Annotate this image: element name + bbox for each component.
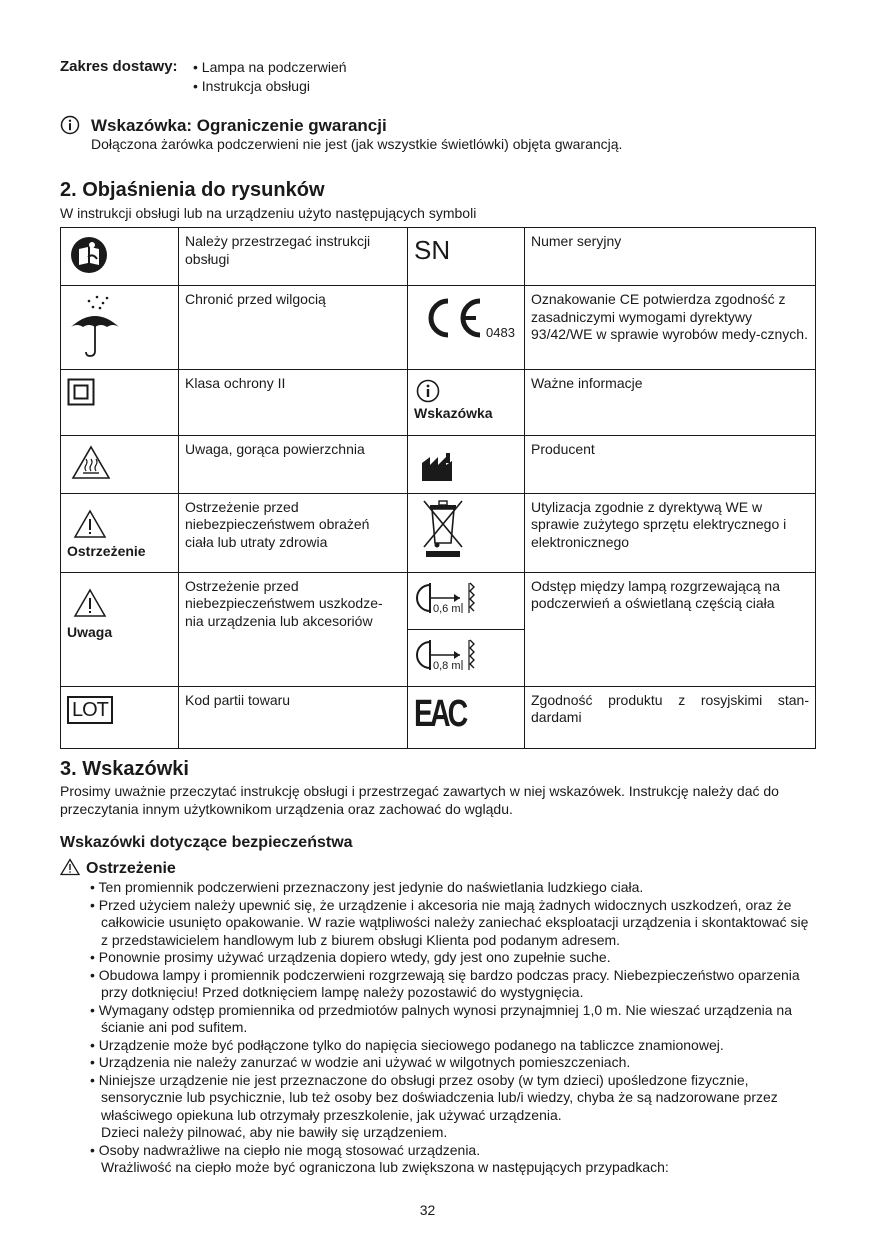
table-row	[61, 369, 816, 435]
page-number: 32	[419, 1202, 436, 1218]
list-item: • Niniejsze urządzenie nie jest przeznaczone do obsługi przez osoby (w tym dzieci) upośledzone fizycznie, sensorycznie lub psychicznie, lub też osoby bez doświadczenia lub/i wiedzy, chyba że są nadzorowane przez właściwego opiekuna lub otrzymały przeszkolenie, jak używać urządzenia. Dzieci należy pilnować, aby nie bawiły się urządzeniem.	[90, 1072, 815, 1142]
eac-symbol: EAC	[414, 692, 466, 735]
table-row	[61, 228, 816, 286]
icon-cell	[61, 572, 179, 686]
section-2-subtitle: W instrukcji obsługi lub na urządzeniu użyto następujących symboli	[60, 205, 477, 221]
sn-symbol: SN	[414, 235, 451, 265]
icon-cell	[408, 686, 525, 748]
umbrella-rain-icon	[67, 293, 123, 359]
symbol-description: Zgodność produktu z rosyjskimi stan-dardami	[525, 686, 816, 748]
symbol-description: Utylizacja zgodnie z dyrektywą WE w sprawie zużytego sprzętu elektrycznego i elektronicznego	[525, 493, 816, 572]
distance-label: 0,6 m	[433, 602, 461, 615]
hint-label: Wskazówka	[414, 404, 493, 421]
class-ii-icon	[67, 378, 95, 406]
info-icon	[416, 379, 440, 403]
symbol-description: Klasa ochrony II	[179, 369, 408, 435]
section-3-title: 3. Wskazówki	[60, 758, 189, 780]
note-text: Dołączona żarówka podczerwieni nie jest (jak wszystkie świetlówki) objęta gwarancją.	[91, 136, 623, 152]
icon-cell	[61, 286, 179, 370]
icon-cell	[61, 435, 179, 493]
symbol-description: Należy przestrzegać instrukcji obsługi	[179, 228, 408, 286]
icon-cell	[408, 286, 525, 370]
symbol-description: Ostrzeżenie przed niebezpieczeństwem obrażeń ciała lub utraty zdrowia	[179, 493, 408, 572]
symbol-description: Kod partii towaru	[179, 686, 408, 748]
distance-label: 0,8 m	[433, 659, 461, 672]
symbol-description: Numer seryjny	[525, 228, 816, 286]
section-3-text: Prosimy uważnie przeczytać instrukcję obsługi i przestrzegać zawartych w niej wskazówek. Instrukcję należy dać do przeczytania innym użytkownikom urządzenia oraz zachować do wglądu.	[60, 783, 779, 817]
table-row	[61, 493, 816, 572]
caution-label: Uwaga	[67, 623, 113, 640]
list-item-continuation: Dzieci należy pilnować, aby nie bawiły się urządzeniem.	[101, 1124, 448, 1140]
warning-triangle-icon	[60, 858, 80, 876]
icon-cell	[61, 228, 179, 286]
table-row	[61, 435, 816, 493]
symbol-description: Odstęp między lampą rozgrzewającą na podczerwień a oświetlaną częścią ciała	[525, 572, 816, 686]
symbols-table	[60, 227, 816, 749]
note-title: Wskazówka: Ograniczenie gwarancji	[91, 116, 387, 135]
lot-symbol: LOT	[67, 696, 113, 724]
symbol-description: Oznakowanie CE potwierdza zgodność z zasadniczymi wymogami dyrektywy 93/42/WE w sprawie wyrobów medy-cznych.	[525, 286, 816, 370]
icon-cell	[408, 572, 525, 629]
list-item: • Osoby nadwrażliwe na ciepło nie mogą stosować urządzenia. Wrażliwość na ciepło może być ograniczona lub zwiększona w następujących przypadkach:	[90, 1142, 815, 1177]
ce-mark-icon	[414, 293, 519, 343]
safety-bullets	[90, 879, 815, 1177]
table-row	[61, 286, 816, 370]
icon-cell	[61, 686, 179, 748]
ce-number: 0483	[486, 325, 515, 340]
list-item: • Przed użyciem należy upewnić się, że urządzenie i akcesoria nie mają żadnych widocznych uszkodzeń, oraz że całkowicie usunięto opakowanie. W razie wątpliwości należy zaniechać eksploatacji urządzenia i skontaktować się z przedstawicielem handlowym lub z biurem obsługi Klienta pod podanym adresem.	[90, 897, 815, 950]
caution-triangle-icon	[73, 588, 107, 618]
icon-cell	[408, 493, 525, 572]
warning-triangle-icon	[73, 509, 107, 539]
delivery-item: • Instrukcja obsługi	[193, 77, 347, 96]
hot-surface-icon	[71, 445, 111, 481]
icon-cell	[408, 629, 525, 686]
symbol-description: Chronić przed wilgocią	[179, 286, 408, 370]
icon-cell	[408, 435, 525, 493]
icon-cell	[408, 369, 525, 435]
warning-label: Ostrzeżenie	[67, 542, 146, 559]
distance-icon	[414, 579, 486, 617]
manufacturer-icon	[420, 453, 454, 483]
warning-title: Ostrzeżenie	[86, 860, 176, 877]
warning-heading	[60, 858, 176, 879]
section-2-title: 2. Objaśnienia do rysunków	[60, 179, 325, 201]
info-icon	[60, 115, 80, 135]
symbol-description: Uwaga, gorąca powierzchnia	[179, 435, 408, 493]
table-row	[61, 686, 816, 748]
list-item-continuation: Wrażliwość na ciepło może być ograniczona lub zwiększona w następujących przypadkach:	[101, 1159, 669, 1175]
list-item: • Wymagany odstęp promiennika od przedmiotów palnych wynosi przynajmniej 1,0 m. Nie wieszać urządzenia na ścianie ani pod sufitem.	[90, 1002, 815, 1037]
list-item: • Ponownie prosimy używać urządzenia dopiero wtedy, gdy jest ono zupełnie suche.	[90, 949, 815, 967]
list-item: • Obudowa lampy i promiennik podczerwieni rozgrzewają się bardzo podczas pracy. Niebezpieczeństwo oparzenia przy dotknięciu! Przed dotknięciem lampę należy pozostawić do wystygnięcia.	[90, 967, 815, 1002]
weee-bin-icon	[420, 499, 466, 561]
safety-title: Wskazówki dotyczące bezpieczeństwa	[60, 834, 353, 851]
icon-cell	[61, 493, 179, 572]
icon-cell	[408, 228, 525, 286]
table-row	[61, 572, 816, 629]
delivery-label: Zakres dostawy:	[60, 58, 178, 75]
delivery-item: • Lampa na podczerwień	[193, 58, 347, 77]
list-item: • Ten promiennik podczerwieni przeznaczony jest jedynie do naświetlania ludzkiego ciała.	[90, 879, 815, 897]
read-manual-icon	[69, 235, 109, 275]
symbol-description: Ostrzeżenie przed niebezpieczeństwem uszkodze-nia urządzenia lub akcesoriów	[179, 572, 408, 686]
delivery-list	[193, 58, 347, 96]
icon-cell	[61, 369, 179, 435]
symbol-description: Ważne informacje	[525, 369, 816, 435]
list-item: • Urządzenie może być podłączone tylko do napięcia sieciowego podanego na tabliczce znamionowej.	[90, 1037, 815, 1055]
symbol-description: Producent	[525, 435, 816, 493]
distance-icon	[414, 636, 486, 674]
list-item: • Urządzenia nie należy zanurzać w wodzie ani używać w wilgotnych pomieszczeniach.	[90, 1054, 815, 1072]
